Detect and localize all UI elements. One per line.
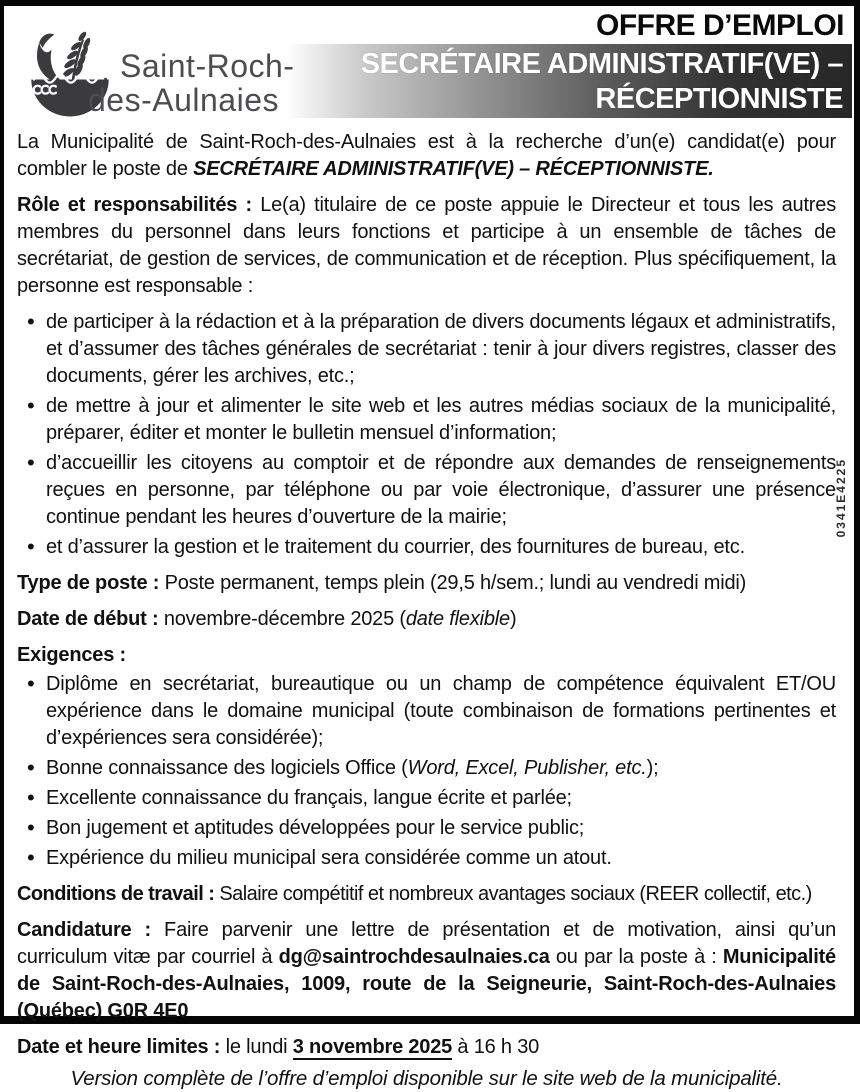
list-item: • et d’assurer la gestion et le traitement du courrier, des fournitures de bureau, etc. xyxy=(17,534,836,561)
bullet-text: Bon jugement et aptitudes développées pour le service public; xyxy=(46,817,585,839)
bullet-text: Bonne connaissance des logiciels Office ( xyxy=(46,757,408,779)
role-paragraph xyxy=(17,192,836,300)
bullet-italic: Word, Excel, Publisher, etc. xyxy=(407,757,647,779)
type-poste-label: Type de poste : xyxy=(17,572,160,594)
intro-paragraph xyxy=(17,129,836,183)
conditions-label: Conditions de travail : xyxy=(17,883,215,905)
logo-wordmark-line2: des-Aulnaies xyxy=(88,82,279,118)
job-title-line1: SECRÉTAIRE ADMINISTRATIF(VE) – xyxy=(360,48,843,80)
ad-body xyxy=(4,122,854,1092)
candidature-label: Candidature : xyxy=(17,919,151,941)
list-item: • de mettre à jour et alimenter le site web et les autres médias sociaux de la municipalité, préparer, éditer et monter le bulletin mensuel d’information; xyxy=(17,393,836,447)
conditions-text: Salaire compétitif et nombreux avantages sociaux (REER collectif, etc.) xyxy=(214,883,812,905)
date-debut-line xyxy=(17,606,836,633)
bullet-text: Diplôme en secrétariat, bureautique ou un champ de compétence équivalent ET/OU expérience dans le domaine municipal (toute combinaison de formations pertinentes et d’expériences sera considérée); xyxy=(46,673,836,749)
bullet-post: ); xyxy=(646,757,659,779)
bullet-text: Expérience du milieu municipal sera considérée comme un atout. xyxy=(46,847,612,869)
date-debut-post: ) xyxy=(509,608,517,630)
list-item xyxy=(17,785,836,812)
footer-note: Version complète de l’offre d’emploi disponible sur le site web de la municipalité. xyxy=(70,1067,783,1090)
role-bullet-list xyxy=(17,309,836,561)
conditions-line xyxy=(17,881,836,908)
list-item: • de participer à la rédaction et à la préparation de divers documents légaux et administratifs, et d’assumer des tâches générales de secrétariat : tenir à jour divers registres, classer des documents, gérer les archives, etc.; xyxy=(17,309,836,390)
list-item xyxy=(17,815,836,842)
candidature-email: dg@saintrochdesaulnaies.ca xyxy=(278,946,550,968)
type-poste-line xyxy=(17,570,836,597)
logo-wordmark-line1: Saint-Roch- xyxy=(120,48,295,84)
bullet-text: Excellente connaissance du français, langue écrite et parlée; xyxy=(46,787,572,809)
exigences-heading xyxy=(17,642,836,669)
ad-reference-code: 0341E4225 xyxy=(834,458,848,538)
deadline-time: à 16 h 30 xyxy=(452,1036,540,1058)
deadline-label: Date et heure limites : xyxy=(17,1036,221,1058)
candidature-paragraph xyxy=(17,917,836,1025)
deadline-pre: le lundi xyxy=(220,1036,293,1058)
kicker-offre-demploi: OFFRE D’EMPLOI xyxy=(596,9,844,42)
municipality-logo xyxy=(24,28,324,124)
list-item xyxy=(17,845,836,872)
type-poste-text: Poste permanent, temps plein (29,5 h/sem.; lundi au vendredi midi) xyxy=(159,572,747,594)
list-item xyxy=(17,671,836,752)
candidature-text-1: Faire parvenir une lettre de présentation et de motivation, ainsi qu’un curriculum vitæ par courriel à xyxy=(17,919,837,968)
candidature-address: Municipalité de Saint-Roch-des-Aulnaies, 1009, route de la Seigneurie, Saint-Roch-des-Aulnaies (Québec) G0R 4E0 xyxy=(17,946,836,1022)
list-item xyxy=(17,755,836,782)
job-title-line2: RÉCEPTIONNISTE xyxy=(595,83,843,115)
role-label: Rôle et responsabilités : xyxy=(17,194,252,216)
exigences-label: Exigences : xyxy=(17,644,126,666)
candidature-text-2: ou par la poste à : xyxy=(549,946,723,968)
deadline-line xyxy=(17,1034,836,1061)
role-text: Le(a) titulaire de ce poste appuie le Directeur et tous les autres membres du personnel dans leurs fonctions et participe à un ensemble de tâches de secrétariat, de gestion de services, de communication et de réception. Plus spécifiquement, la personne est responsable : xyxy=(17,194,836,297)
intro-position-title: SECRÉTAIRE ADMINISTRATIF(VE) – RÉCEPTIONNISTE. xyxy=(193,158,714,180)
list-item: • d’accueillir les citoyens au comptoir et de répondre aux demandes de renseignements reçues en personne, par téléphone ou par voie électronique, d’assurer une présence continue pendant les heures d’ouverture de la mairie; xyxy=(17,450,836,531)
job-title-banner xyxy=(286,44,852,118)
date-debut-label: Date de début : xyxy=(17,608,159,630)
exigences-bullet-list xyxy=(17,671,836,872)
intro-lead: La Municipalité de Saint-Roch-des-Aulnaies est à la recherche d’un(e) candidat(e) pour combler le poste de xyxy=(17,131,836,180)
date-debut-flexible: date flexible xyxy=(405,608,510,630)
date-debut-pre: novembre-décembre 2025 ( xyxy=(158,608,406,630)
ad-header xyxy=(4,6,854,122)
deadline-date: 3 novembre 2025 xyxy=(292,1036,453,1058)
